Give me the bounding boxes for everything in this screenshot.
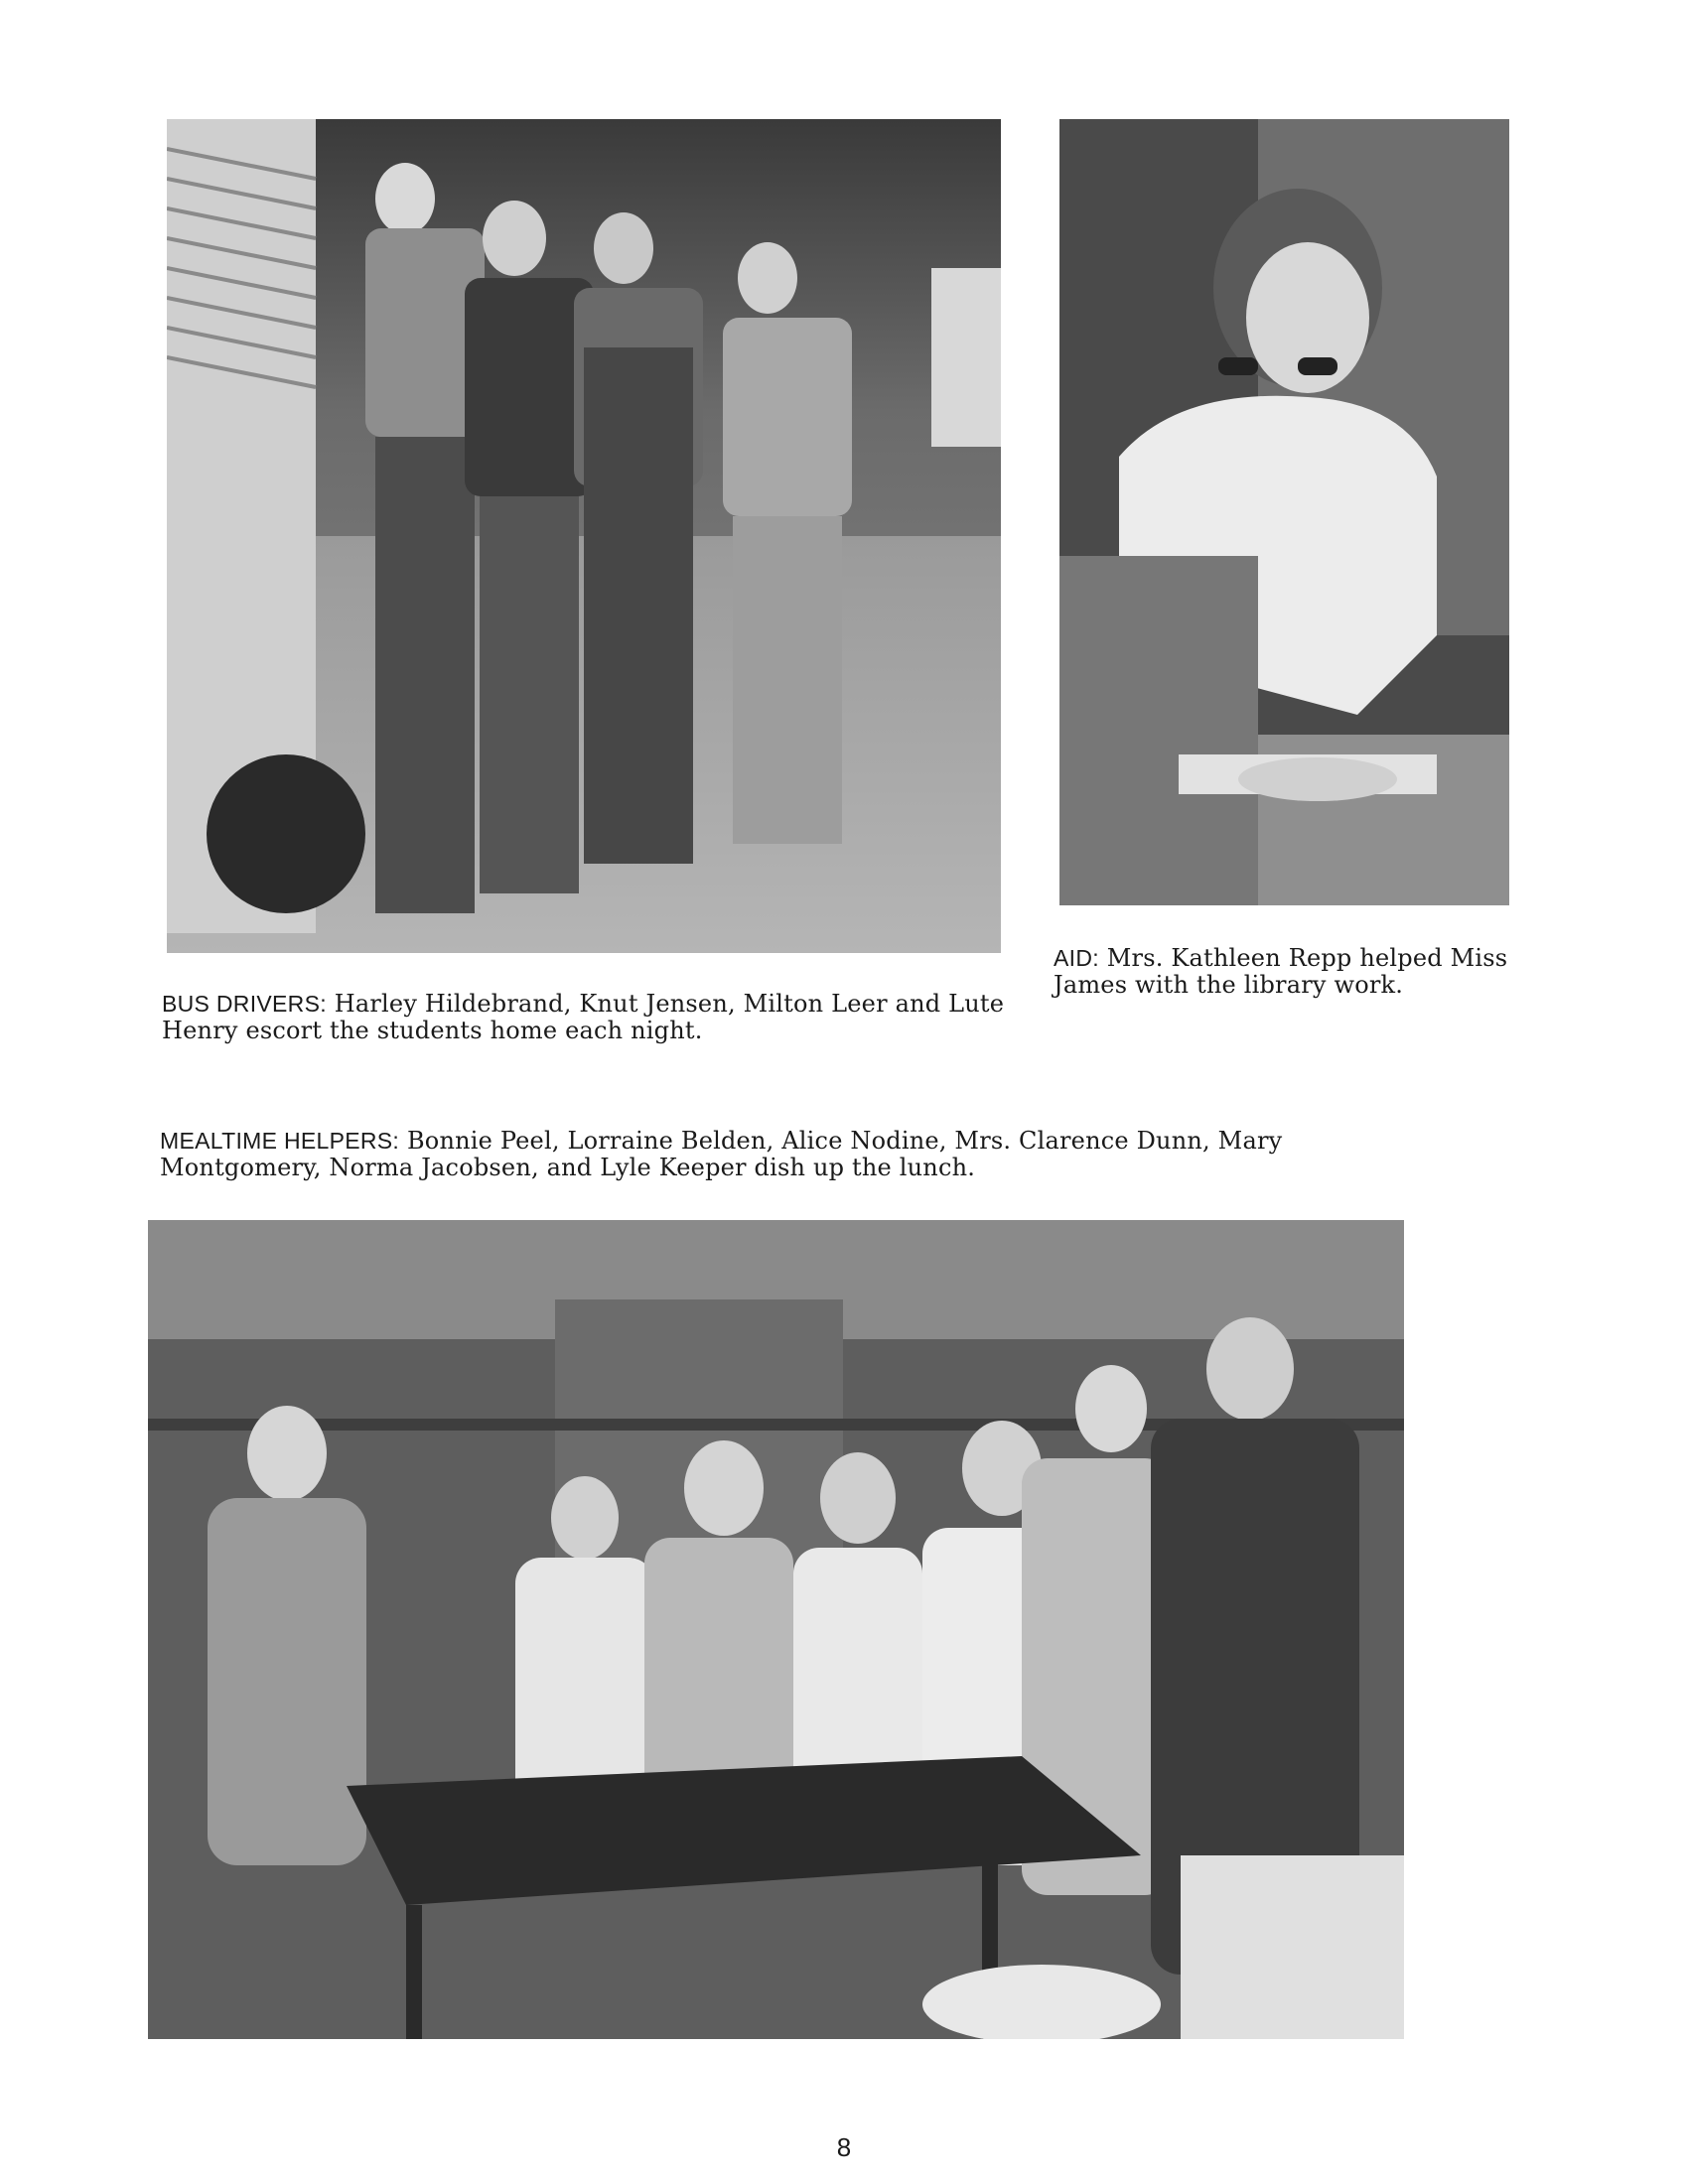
- page-number: 8: [836, 2132, 852, 2162]
- library-aid-caption-lead: AID:: [1054, 945, 1099, 971]
- mealtime-helpers-caption-lead: MEALTIME HELPERS:: [160, 1128, 400, 1154]
- mealtime-helpers-photo: [148, 1220, 1404, 2039]
- bus-drivers-photo-image: [167, 119, 1001, 953]
- library-aid-caption-text: Mrs. Kathleen Repp helped Miss James with the library work.: [1054, 944, 1508, 999]
- bus-drivers-caption-text: Harley Hildebrand, Knut Jensen, Milton Leer and Lute Henry escort the students home each night.: [162, 990, 1005, 1044]
- mealtime-helpers-photo-image: [148, 1220, 1404, 2039]
- mealtime-helpers-caption-text: Bonnie Peel, Lorraine Belden, Alice Nodine, Mrs. Clarence Dunn, Mary Montgomery, Norma Jacobsen, and Lyle Keeper dish up the lunch.: [160, 1127, 1283, 1181]
- bus-drivers-photo: [167, 119, 1001, 953]
- library-aid-photo-image: [1059, 119, 1509, 905]
- library-aid-caption: [1054, 945, 1520, 999]
- bus-drivers-caption-lead: BUS DRIVERS:: [162, 991, 327, 1017]
- mealtime-helpers-caption: [160, 1128, 1421, 1181]
- library-aid-photo: [1059, 119, 1509, 905]
- bus-drivers-caption: [162, 991, 1006, 1044]
